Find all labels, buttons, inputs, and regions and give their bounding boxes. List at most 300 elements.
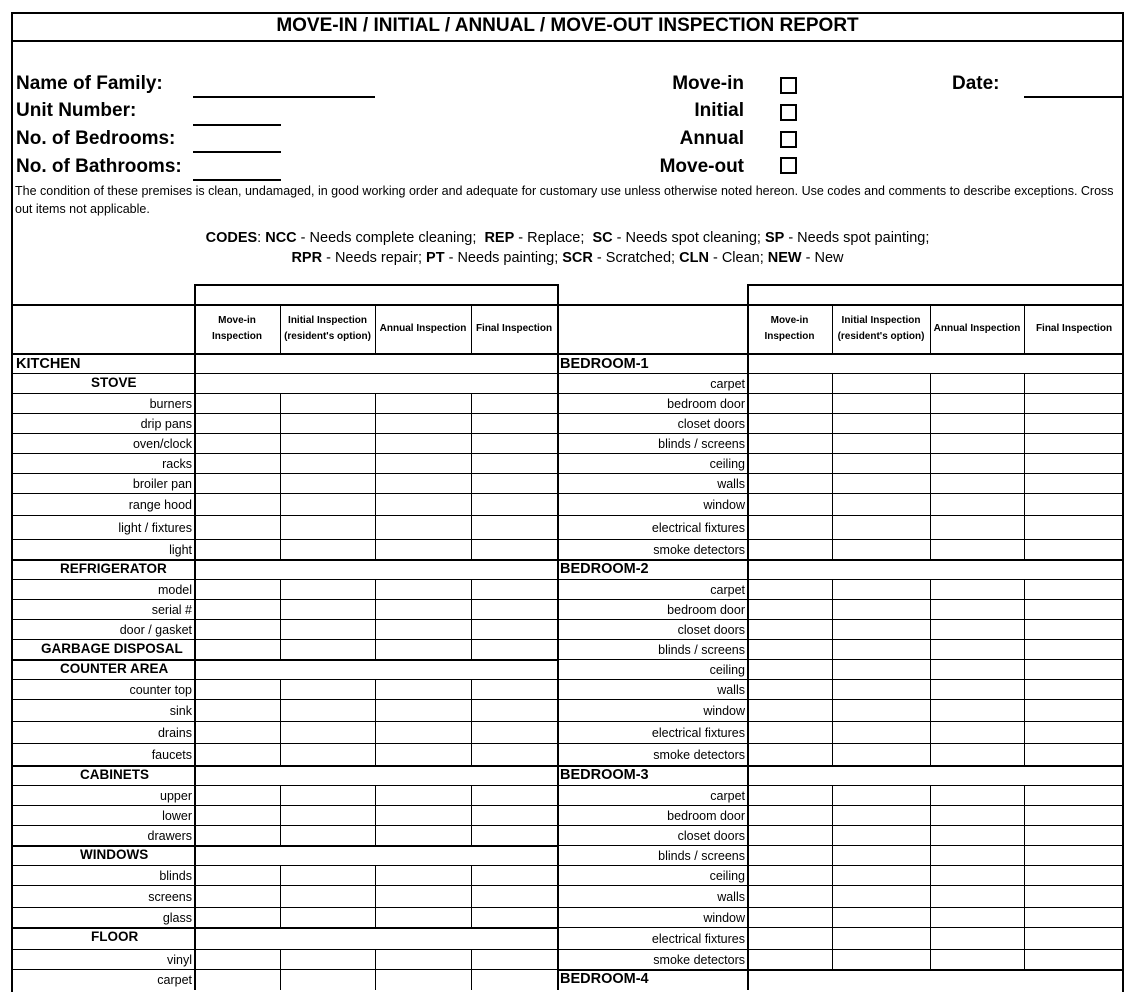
inspection-cell-annual[interactable] <box>931 580 1023 599</box>
inspection-cell-annual[interactable] <box>376 886 470 907</box>
item-label: drains <box>157 726 192 740</box>
item-label: glass <box>162 911 192 925</box>
item-label: range hood <box>128 498 192 512</box>
inspection-cell-final[interactable] <box>1025 928 1123 949</box>
inspection-cell-final[interactable] <box>472 640 556 659</box>
inspection-cell-annual[interactable] <box>931 846 1023 865</box>
move-in-checkbox[interactable] <box>780 77 797 94</box>
unit-number-field[interactable] <box>193 124 281 126</box>
inspection-cell-initial[interactable] <box>833 886 929 907</box>
move-out-label: Move-out <box>659 156 744 177</box>
inspection-cell-move-in[interactable] <box>748 414 831 433</box>
inspection-cell-initial[interactable] <box>281 806 374 825</box>
inspection-cell-annual[interactable] <box>376 970 470 989</box>
inspection-cell-initial[interactable] <box>281 516 374 539</box>
item-label: model <box>157 583 192 597</box>
inspection-cell-annual[interactable] <box>376 580 470 599</box>
inspection-cell-annual[interactable] <box>376 700 470 721</box>
bedrooms-label: No. of Bedrooms: <box>16 128 176 149</box>
inspection-cell-annual[interactable] <box>931 540 1023 559</box>
inspection-cell-initial[interactable] <box>833 722 929 743</box>
inspection-cell-final[interactable] <box>1025 516 1123 539</box>
inspection-cell-final[interactable] <box>472 806 556 825</box>
inspection-cell-final[interactable] <box>472 680 556 699</box>
inspection-cell-move-in[interactable] <box>748 660 831 679</box>
inspection-cell-annual[interactable] <box>931 886 1023 907</box>
inspection-cell-initial[interactable] <box>833 846 929 865</box>
inspection-cell-final[interactable] <box>1025 474 1123 493</box>
inspection-cell-annual[interactable] <box>931 640 1023 659</box>
inspection-cell-initial[interactable] <box>281 414 374 433</box>
codes-line-2 <box>11 248 1124 268</box>
code-run: - Needs repair; <box>322 250 427 266</box>
inspection-cell-final[interactable] <box>1025 640 1123 659</box>
inspection-cell-final[interactable] <box>472 700 556 721</box>
subsection-heading: WINDOWS <box>80 847 149 862</box>
column-header-divider <box>471 304 472 354</box>
inspection-cell-final[interactable] <box>472 970 556 989</box>
item-label: walls <box>717 890 745 904</box>
column-header-final: Final Inspection <box>475 323 553 334</box>
inspection-cell-final[interactable] <box>472 744 556 765</box>
inspection-cell-move-in[interactable] <box>748 928 831 949</box>
inspection-cell-final[interactable] <box>1025 908 1123 927</box>
inspection-cell-initial[interactable] <box>281 494 374 515</box>
inspection-cell-annual[interactable] <box>931 516 1023 539</box>
code-run: - Clean; <box>708 250 768 266</box>
inspection-cell-move-in[interactable] <box>748 846 831 865</box>
move-out-checkbox[interactable] <box>780 157 797 174</box>
inspection-cell-initial[interactable] <box>833 786 929 805</box>
inspection-cell-annual[interactable] <box>376 434 470 453</box>
inspection-cell-annual[interactable] <box>931 620 1023 639</box>
initial-checkbox[interactable] <box>780 104 797 121</box>
inspection-cell-move-in[interactable] <box>195 722 279 743</box>
inspection-cell-initial[interactable] <box>833 620 929 639</box>
inspection-cell-initial[interactable] <box>281 786 374 805</box>
item-label: drawers <box>147 829 192 843</box>
inspection-cell-final[interactable] <box>472 722 556 743</box>
inspection-cell-final[interactable] <box>1025 494 1123 515</box>
inspection-cell-move-in[interactable] <box>748 866 831 885</box>
inspection-cell-final[interactable] <box>472 414 556 433</box>
column-header-initial: Initial Inspection (resident's option) <box>837 315 925 342</box>
item-label: window <box>703 704 745 718</box>
inspection-cell-annual[interactable] <box>931 600 1023 619</box>
inspection-cell-initial[interactable] <box>281 540 374 559</box>
inspection-cell-final[interactable] <box>472 950 556 969</box>
inspection-cell-move-in[interactable] <box>195 414 279 433</box>
code-run: NEW <box>767 250 802 266</box>
inspection-cell-initial[interactable] <box>281 886 374 907</box>
item-label: broiler pan <box>132 477 192 491</box>
inspection-cell-final[interactable] <box>1025 846 1123 865</box>
inspection-cell-annual[interactable] <box>931 866 1023 885</box>
inspection-cell-final[interactable] <box>1025 434 1123 453</box>
inspection-cell-final[interactable] <box>472 580 556 599</box>
inspection-cell-initial[interactable] <box>833 454 929 473</box>
section-heading: BEDROOM-2 <box>560 561 649 577</box>
subsection-heading: FLOOR <box>91 929 139 944</box>
code-run: - Needs spot cleaning; <box>612 230 765 246</box>
item-label: counter top <box>129 683 192 697</box>
inspection-cell-annual[interactable] <box>931 928 1023 949</box>
code-run: - Replace; <box>514 230 593 246</box>
initial-label: Initial <box>694 100 744 121</box>
inspection-cell-initial[interactable] <box>833 540 929 559</box>
item-label: carpet <box>710 377 745 391</box>
inspection-cell-move-in[interactable] <box>748 786 831 805</box>
inspection-cell-move-in[interactable] <box>195 826 279 845</box>
inspection-cell-initial[interactable] <box>281 866 374 885</box>
inspection-cell-annual[interactable] <box>376 722 470 743</box>
inspection-cell-annual[interactable] <box>931 414 1023 433</box>
inspection-cell-annual[interactable] <box>376 454 470 473</box>
inspection-cell-final[interactable] <box>1025 722 1123 743</box>
inspection-cell-initial[interactable] <box>281 950 374 969</box>
inspection-cell-annual[interactable] <box>931 374 1023 393</box>
inspection-cell-final[interactable] <box>472 600 556 619</box>
inspection-cell-initial[interactable] <box>833 474 929 493</box>
item-label: ceiling <box>709 869 745 883</box>
item-label: blinds / screens <box>658 643 745 657</box>
column-header-divider <box>280 304 281 354</box>
inspection-cell-move-in[interactable] <box>195 394 279 413</box>
bathrooms-label: No. of Bathrooms: <box>16 156 182 177</box>
item-label: carpet <box>157 973 192 987</box>
item-label: screens <box>148 890 192 904</box>
inspection-cell-initial[interactable] <box>281 722 374 743</box>
inspection-cell-final[interactable] <box>472 394 556 413</box>
inspection-cell-annual[interactable] <box>376 866 470 885</box>
item-label: faucets <box>151 748 192 762</box>
inspection-cell-final[interactable] <box>1025 580 1123 599</box>
inspection-cell-initial[interactable] <box>281 600 374 619</box>
inspection-cell-annual[interactable] <box>931 680 1023 699</box>
inspection-cell-annual[interactable] <box>376 494 470 515</box>
inspection-cell-move-in[interactable] <box>195 620 279 639</box>
item-label: door / gasket <box>119 623 192 637</box>
inspection-cell-move-in[interactable] <box>748 806 831 825</box>
inspection-cell-move-in[interactable] <box>748 474 831 493</box>
inspection-cell-annual[interactable] <box>376 744 470 765</box>
inspection-cell-annual[interactable] <box>931 394 1023 413</box>
bedrooms-field[interactable] <box>193 151 281 153</box>
item-label: vinyl <box>166 953 192 967</box>
item-label: blinds / screens <box>658 849 745 863</box>
inspection-cell-initial[interactable] <box>281 744 374 765</box>
inspection-cell-annual[interactable] <box>376 680 470 699</box>
move-in-label: Move-in <box>672 73 744 94</box>
inspection-cell-annual[interactable] <box>931 660 1023 679</box>
inspection-cell-final[interactable] <box>1025 454 1123 473</box>
inspection-cell-initial[interactable] <box>833 806 929 825</box>
item-label: bedroom door <box>667 603 745 617</box>
inspection-cell-initial[interactable] <box>833 744 929 765</box>
inspection-cell-final[interactable] <box>1025 620 1123 639</box>
inspection-cell-initial[interactable] <box>833 414 929 433</box>
inspection-cell-initial[interactable] <box>833 394 929 413</box>
inspection-cell-initial[interactable] <box>281 680 374 699</box>
item-label: smoke detectors <box>653 953 745 967</box>
inspection-cell-initial[interactable] <box>281 580 374 599</box>
item-label: sink <box>169 704 192 718</box>
item-label: bedroom door <box>667 809 745 823</box>
inspection-cell-move-in[interactable] <box>195 454 279 473</box>
inspection-cell-final[interactable] <box>472 454 556 473</box>
inspection-cell-annual[interactable] <box>376 640 470 659</box>
name-of-family-label: Name of Family: <box>16 73 163 94</box>
inspection-cell-annual[interactable] <box>376 826 470 845</box>
inspection-cell-initial[interactable] <box>833 600 929 619</box>
inspection-cell-annual[interactable] <box>376 474 470 493</box>
inspection-cell-final[interactable] <box>1025 540 1123 559</box>
inspection-cell-annual[interactable] <box>376 806 470 825</box>
inspection-cell-annual[interactable] <box>931 786 1023 805</box>
item-label: closet doors <box>677 623 745 637</box>
inspection-cell-final[interactable] <box>1025 700 1123 721</box>
code-run: - Needs spot painting; <box>784 230 930 246</box>
inspection-cell-initial[interactable] <box>833 640 929 659</box>
inspection-cell-final[interactable] <box>472 494 556 515</box>
item-label: walls <box>717 477 745 491</box>
inspection-cell-annual[interactable] <box>376 786 470 805</box>
section-heading: BEDROOM-3 <box>560 767 649 783</box>
column-header-divider <box>375 304 376 354</box>
inspection-cell-final[interactable] <box>1025 394 1123 413</box>
inspection-cell-move-in[interactable] <box>195 970 279 989</box>
inspection-cell-move-in[interactable] <box>748 886 831 907</box>
item-label: light / fixtures <box>118 521 192 535</box>
code-run: PT <box>426 250 445 266</box>
inspection-cell-move-in[interactable] <box>195 866 279 885</box>
inspection-cell-final[interactable] <box>472 474 556 493</box>
inspection-cell-initial[interactable] <box>833 928 929 949</box>
inspection-cell-annual[interactable] <box>376 540 470 559</box>
inspection-cell-move-in[interactable] <box>748 700 831 721</box>
inspection-cell-final[interactable] <box>1025 806 1123 825</box>
code-run: SC <box>592 230 613 246</box>
inspection-cell-initial[interactable] <box>833 866 929 885</box>
inspection-cell-move-in[interactable] <box>748 454 831 473</box>
inspection-cell-initial[interactable] <box>833 434 929 453</box>
annual-checkbox[interactable] <box>780 131 797 148</box>
code-run: - New <box>801 250 844 266</box>
inspection-cell-final[interactable] <box>472 886 556 907</box>
inspection-cell-initial[interactable] <box>833 680 929 699</box>
inspection-cell-initial[interactable] <box>833 374 929 393</box>
section-heading: KITCHEN <box>16 356 81 372</box>
inspection-cell-move-in[interactable] <box>748 600 831 619</box>
inspection-cell-annual[interactable] <box>931 908 1023 927</box>
inspection-cell-initial[interactable] <box>281 826 374 845</box>
inspection-cell-annual[interactable] <box>931 826 1023 845</box>
inspection-cell-move-in[interactable] <box>195 516 279 539</box>
inspection-cell-move-in[interactable] <box>195 806 279 825</box>
inspection-cell-move-in[interactable] <box>195 744 279 765</box>
inspection-cell-move-in[interactable] <box>195 640 279 659</box>
inspection-cell-move-in[interactable] <box>748 374 831 393</box>
report-title: MOVE-IN / INITIAL / ANNUAL / MOVE-OUT INSPECTION REPORT <box>11 12 1124 42</box>
item-label: smoke detectors <box>653 543 745 557</box>
item-label: carpet <box>710 789 745 803</box>
inspection-cell-move-in[interactable] <box>748 908 831 927</box>
inspection-cell-initial[interactable] <box>281 454 374 473</box>
subsection-heading: REFRIGERATOR <box>60 561 167 576</box>
inspection-cell-initial[interactable] <box>833 908 929 927</box>
inspection-cell-annual[interactable] <box>931 434 1023 453</box>
left-group-header-top <box>194 284 558 286</box>
inspection-cell-move-in[interactable] <box>195 700 279 721</box>
item-label: drip pans <box>140 417 192 431</box>
inspection-cell-final[interactable] <box>1025 866 1123 885</box>
date-field[interactable] <box>1024 96 1124 98</box>
inspection-cell-annual[interactable] <box>376 394 470 413</box>
item-label: window <box>703 498 745 512</box>
inspection-cell-annual[interactable] <box>931 454 1023 473</box>
inspection-cell-annual[interactable] <box>376 620 470 639</box>
column-header-annual: Annual Inspection <box>933 323 1021 334</box>
inspection-cell-annual[interactable] <box>931 806 1023 825</box>
inspection-cell-move-in[interactable] <box>195 908 279 927</box>
inspection-cell-annual[interactable] <box>931 700 1023 721</box>
codes-line-1 <box>11 228 1124 248</box>
inspection-cell-final[interactable] <box>472 434 556 453</box>
inspection-cell-final[interactable] <box>472 866 556 885</box>
item-label: upper <box>160 789 192 803</box>
inspection-cell-move-in[interactable] <box>748 722 831 743</box>
inspection-cell-move-in[interactable] <box>195 950 279 969</box>
inspection-cell-move-in[interactable] <box>195 600 279 619</box>
item-label: smoke detectors <box>653 748 745 762</box>
inspection-cell-move-in[interactable] <box>195 540 279 559</box>
inspection-cell-final[interactable] <box>472 786 556 805</box>
inspection-cell-annual[interactable] <box>931 494 1023 515</box>
column-header-annual: Annual Inspection <box>379 323 467 334</box>
inspection-cell-move-in[interactable] <box>748 620 831 639</box>
column-header-divider <box>930 304 931 354</box>
condition-note: The condition of these premises is clean, undamaged, in good working order and adequate for customary use unless otherwise noted hereon. Use codes and comments to describe exceptions. Cross out items not applicable. <box>15 184 1114 216</box>
inspection-cell-move-in[interactable] <box>748 516 831 539</box>
item-label: electrical fixtures <box>651 932 745 946</box>
inspection-cell-initial[interactable] <box>281 700 374 721</box>
inspection-cell-initial[interactable] <box>833 826 929 845</box>
inspection-cell-initial[interactable] <box>281 970 374 989</box>
inspection-cell-final[interactable] <box>1025 744 1123 765</box>
inspection-cell-annual[interactable] <box>376 950 470 969</box>
inspection-cell-annual[interactable] <box>376 908 470 927</box>
inspection-cell-annual[interactable] <box>376 600 470 619</box>
inspection-cell-move-in[interactable] <box>195 886 279 907</box>
item-label: window <box>703 911 745 925</box>
inspection-cell-move-in[interactable] <box>195 474 279 493</box>
inspection-cell-move-in[interactable] <box>195 680 279 699</box>
code-run: - Needs painting; <box>444 250 563 266</box>
inspection-cell-initial[interactable] <box>281 474 374 493</box>
inspection-cell-move-in[interactable] <box>195 434 279 453</box>
inspection-cell-annual[interactable] <box>931 950 1023 969</box>
inspection-cell-final[interactable] <box>472 908 556 927</box>
inspection-cell-final[interactable] <box>1025 414 1123 433</box>
inspection-cell-initial[interactable] <box>833 660 929 679</box>
inspection-cell-final[interactable] <box>1025 374 1123 393</box>
column-header-divider <box>1024 304 1025 354</box>
inspection-cell-annual[interactable] <box>376 414 470 433</box>
item-label: blinds / screens <box>658 437 745 451</box>
code-run: REP <box>484 230 515 246</box>
inspection-cell-final[interactable] <box>1025 950 1123 969</box>
column-header-divider <box>832 304 833 354</box>
inspection-cell-final[interactable] <box>472 540 556 559</box>
column-header-move-in: Move-in Inspection <box>211 315 262 342</box>
inspection-cell-initial[interactable] <box>281 434 374 453</box>
inspection-cell-move-in[interactable] <box>748 640 831 659</box>
item-label: walls <box>717 683 745 697</box>
inspection-cell-initial[interactable] <box>281 620 374 639</box>
item-label: closet doors <box>677 829 745 843</box>
inspection-cell-initial[interactable] <box>281 640 374 659</box>
subsection-heading: GARBAGE DISPOSAL <box>41 641 183 656</box>
inspection-cell-move-in[interactable] <box>195 786 279 805</box>
inspection-cell-final[interactable] <box>1025 660 1123 679</box>
item-label: racks <box>162 457 192 471</box>
inspection-cell-final[interactable] <box>1025 680 1123 699</box>
inspection-cell-move-in[interactable] <box>748 540 831 559</box>
inspection-cell-initial[interactable] <box>281 908 374 927</box>
inspection-cell-annual[interactable] <box>931 474 1023 493</box>
section-heading: BEDROOM-4 <box>560 971 649 987</box>
inspection-cell-initial[interactable] <box>281 394 374 413</box>
inspection-cell-move-in[interactable] <box>748 580 831 599</box>
item-label: lower <box>162 809 192 823</box>
inspection-cell-final[interactable] <box>1025 786 1123 805</box>
inspection-cell-annual[interactable] <box>376 516 470 539</box>
inspection-cell-annual[interactable] <box>931 744 1023 765</box>
inspection-cell-final[interactable] <box>472 826 556 845</box>
inspection-cell-final[interactable] <box>472 620 556 639</box>
inspection-cell-final[interactable] <box>1025 600 1123 619</box>
inspection-cell-move-in[interactable] <box>195 494 279 515</box>
code-run: - Scratched; <box>592 250 680 266</box>
inspection-cell-initial[interactable] <box>833 950 929 969</box>
inspection-cell-initial[interactable] <box>833 580 929 599</box>
inspection-cell-move-in[interactable] <box>748 826 831 845</box>
subsection-heading: CABINETS <box>80 767 150 782</box>
inspection-cell-final[interactable] <box>1025 826 1123 845</box>
inspection-cell-initial[interactable] <box>833 700 929 721</box>
inspection-cell-move-in[interactable] <box>748 494 831 515</box>
inspection-cell-move-in[interactable] <box>748 680 831 699</box>
inspection-cell-initial[interactable] <box>833 516 929 539</box>
inspection-cell-move-in[interactable] <box>748 950 831 969</box>
inspection-cell-move-in[interactable] <box>195 580 279 599</box>
name-of-family-field[interactable] <box>193 96 375 98</box>
code-run: RPR <box>291 250 323 266</box>
unit-number-label: Unit Number: <box>16 100 137 121</box>
bathrooms-field[interactable] <box>193 179 281 181</box>
code-run: SP <box>764 230 785 246</box>
inspection-cell-move-in[interactable] <box>748 394 831 413</box>
inspection-cell-final[interactable] <box>472 516 556 539</box>
section-heading: BEDROOM-1 <box>560 356 649 372</box>
item-label: blinds <box>159 869 192 883</box>
inspection-cell-initial[interactable] <box>833 494 929 515</box>
inspection-cell-move-in[interactable] <box>748 744 831 765</box>
inspection-cell-final[interactable] <box>1025 886 1123 907</box>
item-label: light <box>169 543 192 557</box>
inspection-cell-move-in[interactable] <box>748 434 831 453</box>
inspection-cell-annual[interactable] <box>931 722 1023 743</box>
